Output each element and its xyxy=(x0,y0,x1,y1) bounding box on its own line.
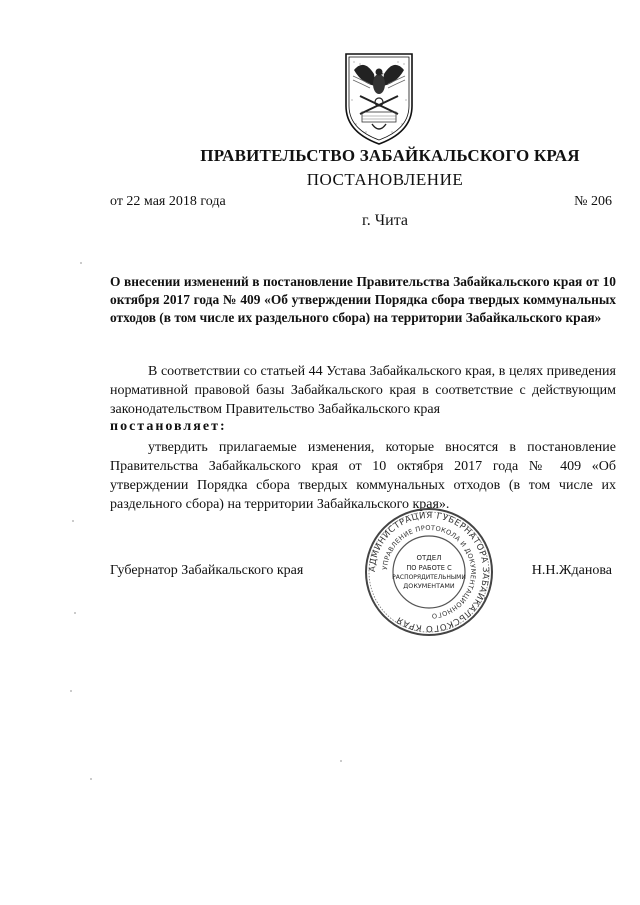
stamp-center-line-2: ПО РАБОТЕ С xyxy=(406,564,452,572)
document-date: от 22 мая 2018 года xyxy=(110,194,226,209)
document-subject: О внесении изменений в постановление Правительства Забайкальского края от 10 октября 2017 года № 409 «Об утверждении Порядка сбора твердых коммунальных отходов (в том числе их раздельного сбора) на территории Забайкальского края» xyxy=(110,274,616,325)
official-stamp xyxy=(363,506,495,638)
coat-of-arms-icon xyxy=(340,50,418,148)
scan-speck xyxy=(90,778,92,780)
government-title: ПРАВИТЕЛЬСТВО ЗАБАЙКАЛЬСКОГО КРАЯ xyxy=(200,146,580,165)
scan-speck xyxy=(80,262,82,264)
signatory-name: Н.Н.Жданова xyxy=(531,563,612,578)
stamp-inner-ring xyxy=(393,536,465,608)
document-city: г. Чита xyxy=(361,212,408,229)
document-number: № 206 xyxy=(574,194,612,209)
stamp-center-line-1: ОТДЕЛ xyxy=(416,554,442,562)
scan-speck xyxy=(72,520,74,522)
stamp-ring-text: АДМИНИСТРАЦИЯ ГУБЕРНАТОРА ЗАБАЙКАЛЬСКОГО КРАЯ xyxy=(367,510,491,634)
scan-speck xyxy=(74,612,76,614)
scan-speck xyxy=(70,690,72,692)
signatory-title: Губернатор Забайкальского края xyxy=(110,563,304,578)
document-type: ПОСТАНОВЛЕНИЕ xyxy=(306,170,464,189)
scan-speck xyxy=(340,760,342,762)
resolves-keyword: постановляет: xyxy=(110,419,227,434)
body-paragraph-1: В соответствии со статьей 44 Устава Забайкальского края, в целях приведения нормативной правовой базы Забайкальского края в соответствие с действующим законодательством Правительство Забайкальского края xyxy=(110,364,616,417)
stamp-center-line-4: ДОКУМЕНТАМИ xyxy=(403,582,455,590)
stamp-inner-ring-text: УПРАВЛЕНИЕ ПРОТОКОЛА И ДОКУМЕНТАЦИОННОГО xyxy=(381,523,478,620)
body-paragraph-2: утвердить прилагаемые изменения, которые вносятся в постановление Правительства Забайкальского края от 10 октября 2017 года № 409 «Об утверждении Порядка сбора твердых коммунальных отходов (в том числе их раздельного сбора) на территории Забайкальского края». xyxy=(110,440,616,512)
stamp-center-line-3: РАСПОРЯДИТЕЛЬНЫМИ xyxy=(392,574,466,581)
